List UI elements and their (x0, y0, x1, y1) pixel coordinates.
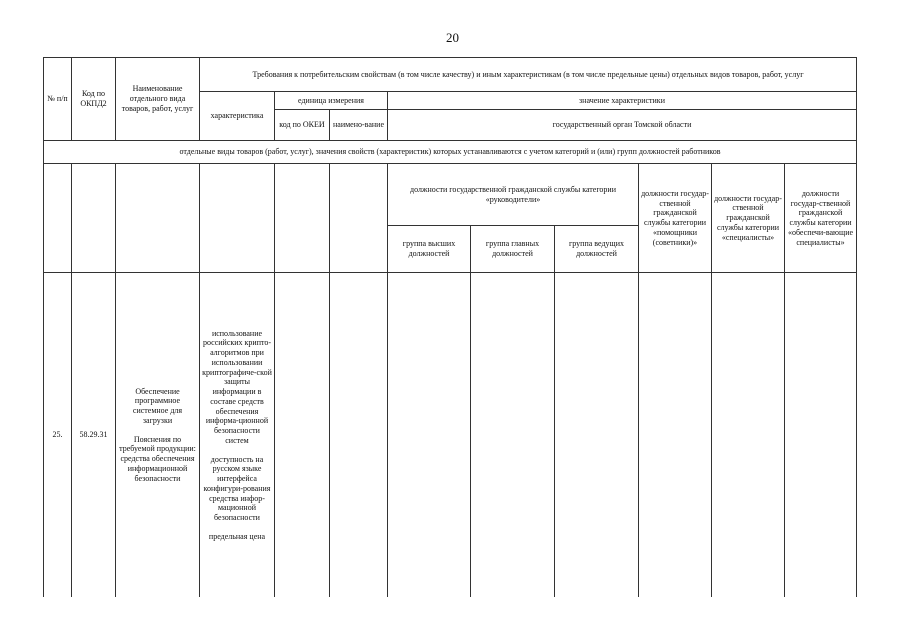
page-number: 20 (446, 30, 459, 45)
empty-cell (639, 273, 712, 598)
empty-cell (200, 164, 275, 273)
empty-cell (330, 164, 388, 273)
col-num-header: № п/п (44, 58, 72, 141)
characteristic-crypto: использование российских крипто-алгоритмов при использовании криптографиче-ской защиты информации в составе средств обеспечения информа-ционной безопасности систем (202, 328, 272, 445)
organ-header: государственный орган Томской области (388, 110, 857, 141)
empty-cell (72, 164, 116, 273)
main-group-header: группа главных должностей (471, 226, 555, 273)
empty-cell (785, 273, 857, 598)
empty-cell (471, 273, 555, 598)
empty-cell (44, 164, 72, 273)
leaders-header: должности государственной гражданской службы категории «руководители» (388, 164, 639, 226)
empty-cell (388, 273, 471, 598)
value-header: значение характеристики (388, 92, 857, 110)
row-name-note: Пояснения по требуемой продукции: средства обеспечения информационной безопасности (119, 434, 196, 483)
col-name-header: Наименование отдельного вида товаров, работ, услуг (116, 58, 200, 141)
unit-code-header: код по ОКЕИ (275, 110, 330, 141)
empty-cell (712, 273, 785, 598)
section-title: отдельные виды товаров (работ, услуг), значения свойств (характеристик) которых устанавливаются с учетом категорий и (или) групп должностей работников (44, 141, 857, 164)
row-num: 25. (44, 273, 72, 598)
characteristic-language: доступность на русском языке интерфейса конфигури-рования средства инфор-мационной безопасности (203, 454, 271, 522)
unit-header: единица измерения (275, 92, 388, 110)
advisers-header: должности государ-ственной гражданской службы категории «помощники (советники)» (639, 164, 712, 273)
table-row (44, 273, 857, 598)
col-okpd-header: Код по ОКПД2 (72, 58, 116, 141)
higher-group-header: группа высших должностей (388, 226, 471, 273)
empty-cell (555, 273, 639, 598)
row-name (116, 273, 200, 598)
requirements-table (43, 57, 857, 597)
specialists-header: должности государ-ственной гражданской службы категории «специалисты» (712, 164, 785, 273)
empty-cell (275, 164, 330, 273)
leading-group-header: группа ведущих должностей (555, 226, 639, 273)
requirements-header: Требования к потребительским свойствам (в том числе качеству) и иным характеристикам (в том числе предельные цены) отдельных видов товаров, работ, услуг (200, 58, 857, 92)
row-characteristics (200, 273, 275, 598)
empty-cell (330, 273, 388, 598)
characteristic-header: характеристика (200, 92, 275, 141)
empty-cell (116, 164, 200, 273)
support-header: должности государ-ственной гражданской службы категории «обеспечи-вающие специалисты» (785, 164, 857, 273)
unit-name-header: наимено-вание (330, 110, 388, 141)
row-name-main: Обеспечение программное системное для загрузки (132, 386, 183, 425)
empty-cell (275, 273, 330, 598)
row-code: 58.29.31 (72, 273, 116, 598)
characteristic-price: предельная цена (208, 531, 266, 541)
